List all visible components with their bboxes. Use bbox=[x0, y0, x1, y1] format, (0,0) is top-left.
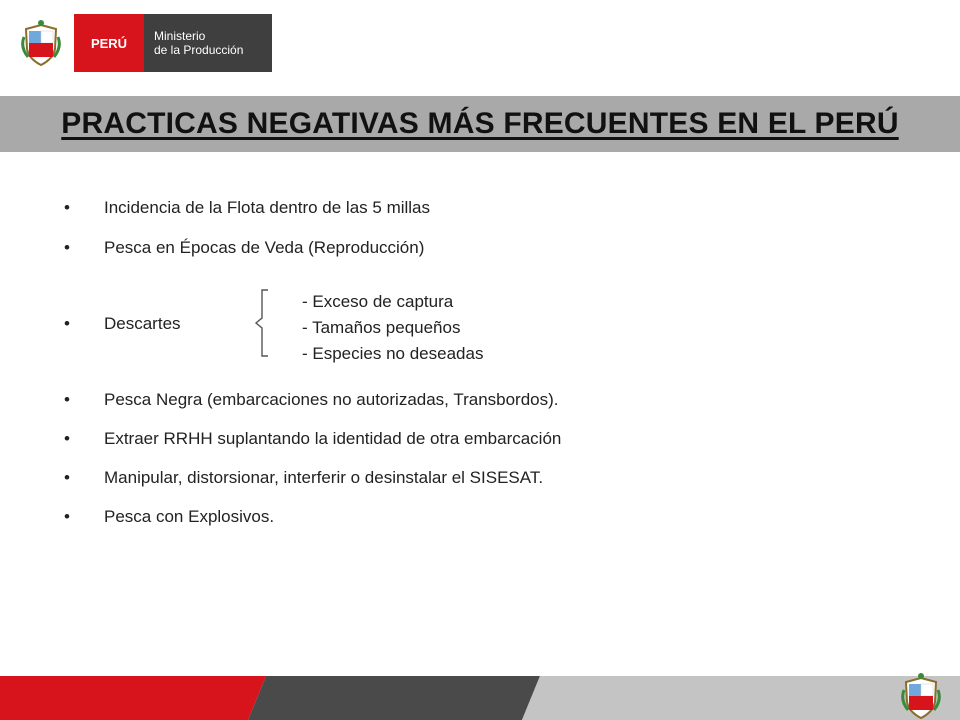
ministry-label bbox=[144, 14, 272, 72]
bullet-item bbox=[64, 390, 559, 410]
footer-dark-stripe bbox=[248, 676, 540, 720]
bullet-text: Manipular, distorsionar, interferir o desinstalar el SISESAT. bbox=[104, 468, 544, 487]
bullet-text: Extraer RRHH suplantando la identidad de otra embarcación bbox=[104, 429, 562, 448]
bullet-item bbox=[64, 238, 424, 258]
bullet-item bbox=[64, 314, 181, 334]
bullet-text: Pesca con Explosivos. bbox=[104, 507, 275, 526]
footer-coat-of-arms-icon bbox=[900, 672, 942, 720]
title-bar bbox=[0, 96, 960, 152]
bullet-marker: • bbox=[64, 238, 70, 257]
descartes-subitem: - Especies no deseadas bbox=[302, 344, 484, 363]
bullet-marker: • bbox=[64, 198, 70, 217]
bullet-marker: • bbox=[64, 390, 70, 409]
descartes-subitem: - Exceso de captura bbox=[302, 292, 454, 311]
footer-stripes bbox=[0, 676, 960, 720]
bullet-item bbox=[64, 468, 543, 488]
slide-title: PRACTICAS NEGATIVAS MÁS FRECUENTES EN EL PERÚ bbox=[61, 107, 899, 140]
bullet-marker: • bbox=[64, 507, 70, 526]
bullet-marker: • bbox=[64, 429, 70, 448]
bullet-marker: • bbox=[64, 468, 70, 487]
ministry-line-1: Ministerio bbox=[154, 29, 206, 43]
bullet-text: Descartes bbox=[104, 314, 181, 333]
peru-label: PERÚ bbox=[74, 14, 144, 72]
ministry-line-2: de la Producción bbox=[154, 43, 244, 57]
bullet-item bbox=[64, 198, 430, 218]
footer-red-stripe bbox=[0, 676, 266, 720]
bullet-text: Pesca en Épocas de Veda (Reproducción) bbox=[104, 238, 425, 257]
bullet-marker: • bbox=[64, 314, 70, 333]
bullet-item bbox=[64, 507, 274, 527]
brace-icon bbox=[254, 288, 274, 358]
bullet-text: Pesca Negra (embarcaciones no autorizadas, Transbordos). bbox=[104, 390, 559, 409]
bullet-text: Incidencia de la Flota dentro de las 5 millas bbox=[104, 198, 431, 217]
descartes-subitem: - Tamaños pequeños bbox=[302, 318, 461, 337]
ministry-logo bbox=[20, 14, 272, 72]
bullet-item bbox=[64, 429, 561, 449]
footer-gray-stripe bbox=[522, 676, 960, 720]
peru-coat-of-arms-icon bbox=[20, 19, 62, 67]
